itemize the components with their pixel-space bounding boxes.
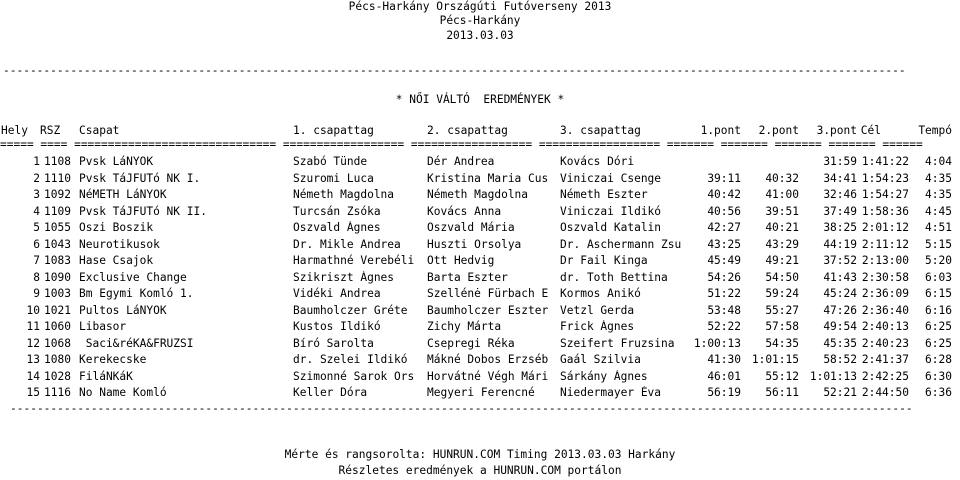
cell-leg1-time: 56:19	[707, 386, 741, 399]
table-header-row	[0, 124, 960, 138]
cell-pace: 4:35	[925, 171, 952, 185]
event-title: Pécs-Harkány Országúti Futóverseny 2013	[348, 0, 612, 13]
cell-leg1-time: 1:00:13	[693, 336, 741, 350]
cell-leg1-time: 54:26	[707, 270, 741, 284]
cell-leg2-member: Szellénė Fürbach E	[427, 287, 549, 300]
table-row	[0, 304, 960, 318]
cell-leg2-member: Kristina Maria Cus	[427, 171, 549, 185]
cell-leg1-member: Oszvald Ágnes	[293, 221, 381, 234]
header-pace: Tempó	[918, 124, 952, 137]
cell-team: No Name Komló	[79, 386, 167, 399]
cell-leg2-member: Zichy Márta	[427, 320, 502, 333]
cell-finish: 1:58:36	[861, 204, 909, 218]
header-place: Hely	[1, 124, 28, 137]
cell-bib: 1043	[44, 237, 71, 251]
cell-leg2-time: 54:35	[765, 336, 799, 350]
cell-leg2-member: Csepregi Réka	[427, 336, 515, 350]
cell-leg3-time: 58:52	[823, 353, 857, 366]
cell-place: 9	[33, 287, 40, 300]
table-row	[0, 221, 960, 235]
cell-leg2-member: Ott Hedvig	[427, 254, 495, 267]
cell-leg3-time: 45:24	[823, 287, 857, 300]
cell-pace: 4:51	[925, 221, 952, 234]
cell-leg2-member: Németh Magdolna	[427, 188, 529, 201]
cell-finish: 2:44:50	[861, 386, 909, 399]
cell-pace: 6:25	[925, 336, 952, 350]
cell-leg3-time: 38:25	[823, 221, 857, 234]
cell-pace: 6:36	[925, 386, 952, 399]
cell-leg3-member: Gaál Szilvia	[560, 353, 641, 366]
cell-finish: 1:54:27	[861, 188, 909, 201]
header-leg3-time: 3.pont	[816, 124, 857, 137]
cell-pace: 6:28	[925, 353, 952, 366]
cell-team: Saci&réKA&FRUZSI	[79, 336, 194, 350]
cell-leg2-member: Horvátné Végh Mári	[427, 369, 549, 383]
cell-leg2-member: Huszti Orsolya	[427, 237, 522, 251]
cell-finish: 2:30:58	[861, 270, 909, 284]
top-separator: --------------------------------------------------------------------------------------------------------------------------------------	[3, 64, 906, 77]
cell-leg1-member: Turcsán Zsóka	[293, 204, 381, 218]
header-leg3-member: 3. csapattag	[560, 124, 641, 137]
cell-team: Kerekecske	[79, 353, 147, 366]
cell-leg2-time	[738, 155, 799, 169]
cell-leg1-member: Keller Dóra	[293, 386, 368, 399]
table-row	[0, 188, 960, 202]
table-row	[0, 287, 960, 301]
event-date: 2013.03.03	[446, 29, 514, 42]
cell-place: 2	[33, 171, 40, 185]
cell-leg3-member: Sárkány Ágnes	[560, 369, 648, 383]
cell-leg3-member: Dr. Aschermann Zsu	[560, 237, 682, 251]
table-row	[0, 155, 960, 169]
cell-pace: 4:45	[925, 204, 952, 218]
cell-leg2-time: 1:01:15	[751, 353, 799, 366]
cell-leg3-time: 1:01:13	[809, 369, 857, 383]
cell-place: 14	[26, 369, 40, 383]
cell-leg2-member: Baumholczer Eszter	[427, 303, 549, 317]
cell-pace: 4:35	[925, 188, 952, 201]
cell-team: NéMETH LáNYOK	[79, 188, 167, 201]
cell-place: 15	[26, 386, 40, 399]
cell-leg2-time: 41:00	[765, 188, 799, 201]
cell-leg3-time: 44:19	[823, 237, 857, 251]
cell-place: 6	[33, 237, 40, 251]
cell-finish: 2:40:23	[861, 336, 909, 350]
cell-bib: 1021	[44, 303, 71, 317]
table-row	[0, 353, 960, 367]
cell-leg2-time: 49:21	[765, 254, 799, 267]
header-leg2-time: 2.pont	[758, 124, 799, 137]
cell-bib: 1108	[44, 155, 71, 168]
cell-leg3-member: Viniczai Csenge	[560, 171, 662, 185]
cell-leg2-member: Dér Andrea	[427, 155, 495, 168]
cell-leg1-member: Bíró Sarolta	[293, 336, 374, 350]
cell-leg3-time: 31:59	[823, 155, 857, 168]
timing-credit: Mérte és rangsorolta: HUNRUN.COM Timing 2013.03.03 Harkány	[284, 448, 676, 461]
cell-leg3-time: 47:26	[823, 303, 857, 317]
cell-finish: 2:42:25	[861, 369, 909, 383]
cell-leg2-time: 39:51	[765, 204, 799, 218]
cell-team: Libasor	[79, 320, 127, 333]
cell-team: Bm Egymi Komló 1.	[79, 287, 194, 300]
cell-leg1-time: 39:11	[707, 171, 741, 185]
cell-leg2-time: 55:12	[765, 369, 799, 383]
cell-place: 7	[33, 254, 40, 267]
cell-leg3-time: 32:46	[823, 188, 857, 201]
cell-pace: 6:30	[925, 369, 952, 383]
cell-team: Neurotikusok	[79, 237, 160, 251]
header-leg1-member: 1. csapattag	[293, 124, 374, 137]
cell-place: 12	[26, 336, 40, 350]
cell-team: Oszi Boszik	[79, 221, 154, 234]
cell-team: Pvsk TáJFUTó NK II.	[79, 204, 207, 218]
cell-bib: 1060	[44, 320, 71, 333]
cell-leg1-member: Szikriszt Ágnes	[293, 270, 395, 284]
cell-leg2-time: 54:50	[765, 270, 799, 284]
cell-pace: 6:16	[925, 303, 952, 317]
cell-leg1-member: Szuromi Luca	[293, 171, 374, 185]
cell-leg1-time: 43:25	[707, 237, 741, 251]
cell-leg1-time: 45:49	[707, 254, 741, 267]
cell-leg3-member: Niedermayer Éva	[560, 386, 662, 399]
cell-bib: 1110	[44, 171, 71, 185]
cell-leg1-member: Harmathné Verebéli	[293, 254, 415, 267]
cell-leg3-member: Dr Fail Kinga	[560, 254, 648, 267]
table-row	[0, 337, 960, 351]
header-leg2-member: 2. csapattag	[427, 124, 508, 137]
cell-bib: 1055	[44, 221, 71, 234]
cell-leg1-time: 40:42	[707, 188, 741, 201]
cell-pace: 6:25	[925, 320, 952, 333]
cell-place: 13	[26, 353, 40, 366]
cell-finish: 2:13:00	[861, 254, 909, 267]
cell-place: 3	[33, 188, 40, 201]
cell-team: Pvsk TáJFUTó NK I.	[79, 171, 201, 185]
cell-pace: 5:15	[925, 237, 952, 251]
cell-leg1-member: Dr. Mikle Andrea	[293, 237, 401, 251]
cell-leg1-time: 53:48	[707, 303, 741, 317]
header-team: Csapat	[79, 124, 120, 137]
cell-bib: 1116	[44, 386, 71, 399]
cell-leg3-member: Viniczai Ildikó	[560, 204, 662, 218]
cell-leg1-member: Baumholczer Gréte	[293, 303, 408, 317]
cell-leg1-member: Szabó Tünde	[293, 155, 368, 168]
cell-leg1-member: Szimonné Sarok Ors	[293, 369, 415, 383]
cell-leg3-member: Frick Ágnes	[560, 320, 635, 333]
cell-bib: 1003	[44, 287, 71, 300]
header-bib: RSZ	[40, 124, 61, 137]
table-row	[0, 320, 960, 334]
cell-leg2-time: 57:58	[765, 320, 799, 333]
cell-team: Exclusive Change	[79, 270, 187, 284]
table-row	[0, 238, 960, 252]
cell-bib: 1090	[44, 270, 71, 284]
cell-leg2-time: 56:11	[765, 386, 799, 399]
cell-leg3-time: 34:41	[823, 171, 857, 185]
cell-place: 5	[33, 221, 40, 234]
cell-leg2-time: 59:24	[765, 287, 799, 300]
cell-place: 10	[26, 303, 40, 317]
cell-bib: 1109	[44, 204, 71, 218]
cell-team: Pvsk LáNYOK	[79, 155, 154, 168]
cell-leg1-time: 40:56	[707, 204, 741, 218]
cell-leg1-time: 41:30	[707, 353, 741, 366]
cell-place: 4	[33, 204, 40, 218]
cell-leg3-time: 52:21	[823, 386, 857, 399]
cell-leg2-time: 40:21	[765, 221, 799, 234]
cell-leg2-member: Oszvald Mária	[427, 221, 515, 234]
cell-leg3-member: Németh Eszter	[560, 188, 648, 201]
cell-finish: 2:40:13	[861, 320, 909, 333]
cell-leg3-time: 45:35	[823, 336, 857, 350]
cell-leg2-member: Mákné Dobos Erzséb	[427, 353, 549, 366]
cell-leg3-member: Kovács Dóri	[560, 155, 635, 168]
table-row	[0, 205, 960, 219]
cell-leg1-member: Németh Magdolna	[293, 188, 395, 201]
cell-leg2-member: Megyeri Ferencné	[427, 386, 535, 399]
cell-finish: 2:41:37	[861, 353, 909, 366]
cell-finish: 2:01:12	[861, 221, 909, 234]
cell-leg1-member: dr. Szelei Ildikó	[293, 353, 408, 366]
cell-team: FiláNKáK	[79, 369, 133, 383]
cell-pace: 6:03	[925, 270, 952, 284]
cell-bib: 1080	[44, 353, 71, 366]
cell-leg3-member: Oszvald Katalin	[560, 221, 662, 234]
table-row	[0, 386, 960, 400]
table-row	[0, 172, 960, 186]
cell-leg1-time: 46:01	[707, 369, 741, 383]
cell-leg2-member: Kovács Anna	[427, 204, 502, 218]
cell-leg3-member: dr. Toth Bettina	[560, 270, 668, 284]
cell-leg3-time: 41:43	[823, 270, 857, 284]
cell-leg2-time: 43:29	[765, 237, 799, 251]
event-route: Pécs-Harkány	[439, 14, 521, 27]
cell-leg1-time: 51:22	[707, 287, 741, 300]
cell-finish: 2:11:12	[861, 237, 909, 251]
header-leg1-time: 1.pont	[700, 124, 741, 137]
cell-team: Pultos LáNYOK	[79, 303, 167, 317]
cell-place: 1	[33, 155, 40, 168]
cell-place: 11	[26, 320, 40, 333]
bottom-separator: --------------------------------------------------------------------------------------------------------------------------------------	[10, 402, 913, 415]
cell-finish: 1:41:22	[861, 155, 909, 168]
cell-pace: 6:15	[925, 287, 952, 300]
header-underline: ===== ==== ============================== ================== ================== ================== ======= ======= ======= ======= ======	[0, 138, 923, 151]
cell-leg3-member: Kormos Anikó	[560, 287, 641, 300]
cell-leg1-time: 52:22	[707, 320, 741, 333]
cell-bib: 1092	[44, 188, 71, 201]
cell-leg1-time	[680, 155, 741, 169]
cell-bib: 1083	[44, 254, 71, 267]
cell-bib: 1068	[44, 336, 71, 350]
cell-bib: 1028	[44, 369, 71, 383]
table-row	[0, 254, 960, 268]
cell-leg1-member: Vidéki Andrea	[293, 287, 381, 300]
cell-finish: 2:36:40	[861, 303, 909, 317]
table-row	[0, 271, 960, 285]
cell-leg3-time: 37:52	[823, 254, 857, 267]
cell-leg3-time: 49:54	[823, 320, 857, 333]
cell-place: 8	[33, 270, 40, 284]
cell-leg3-member: Szeifert Fruzsina	[560, 336, 675, 350]
cell-leg2-member: Barta Eszter	[427, 270, 508, 284]
cell-leg3-time: 37:49	[823, 204, 857, 218]
cell-leg3-member: Vetzl Gerda	[560, 303, 635, 317]
cell-leg1-member: Kustos Ildikó	[293, 320, 381, 333]
table-row	[0, 370, 960, 384]
section-title: * NŐI VÁLTÓ EREDMÉNYEK *	[395, 93, 565, 106]
cell-leg2-time: 55:27	[765, 303, 799, 317]
header-finish: Cél	[860, 124, 881, 137]
cell-finish: 2:36:09	[861, 287, 909, 300]
cell-leg2-time: 40:32	[765, 171, 799, 185]
cell-pace: 4:04	[925, 155, 952, 168]
cell-pace: 5:20	[925, 254, 952, 267]
cell-finish: 1:54:23	[861, 171, 909, 185]
cell-leg1-time: 42:27	[707, 221, 741, 234]
portal-note: Részletes eredmények a HUNRUN.COM portálon	[338, 464, 622, 477]
cell-team: Hase Csajok	[79, 254, 154, 267]
